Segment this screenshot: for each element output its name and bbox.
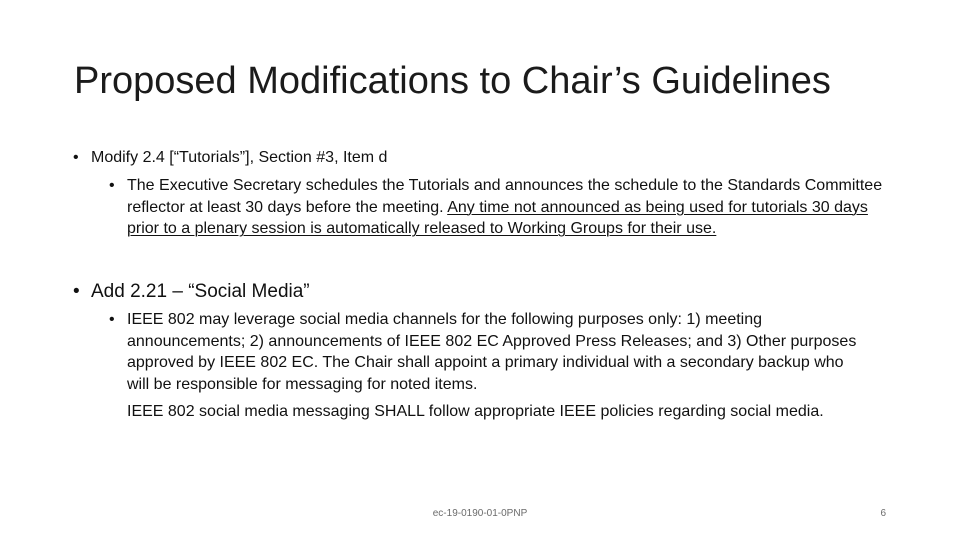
social-media-paragraph-1: IEEE 802 may leverage social media channels for the following purposes only: 1) meeting announcements; 2) announcements of IEEE 802 EC Approved Press Releases; and 3) Other purposes approved by IEEE 802 EC. The Chair shall appoint a primary individual with a secondary backup who will be responsible for messaging for noted items.: [127, 311, 857, 393]
sub-bullet-body: [127, 175, 893, 240]
bullet-text: Modify 2.4 [“Tutorials”], Section #3, Item d: [91, 149, 388, 166]
bullet-marker: •: [73, 149, 79, 166]
sub-bullet-marker: •: [109, 177, 115, 194]
footer-document-id: ec-19-0190-01-0PNP: [432, 508, 528, 519]
bullet-text: Add 2.21 – “Social Media”: [91, 281, 310, 302]
slide-title: Proposed Modifications to Chair’s Guidelines: [74, 60, 831, 102]
sub-bullet-marker: •: [109, 311, 115, 328]
sub-bullet-body: [127, 309, 867, 423]
sub-bullet-plain-text: The Executive Secretary schedules the Tutorials and announces the schedule to the Standards Committee reflector at least 30 days before the meeting.: [127, 177, 883, 216]
social-media-paragraph-2: IEEE 802 social media messaging SHALL follow appropriate IEEE policies regarding social media.: [127, 403, 824, 420]
bullet-marker: •: [73, 281, 80, 302]
footer-page-number: 6: [880, 508, 886, 519]
sub-bullet-underlined-text: Any time not announced as being used for tutorials 30 days prior to a plenary session is automatically released to Working Groups for their use.: [127, 198, 868, 237]
